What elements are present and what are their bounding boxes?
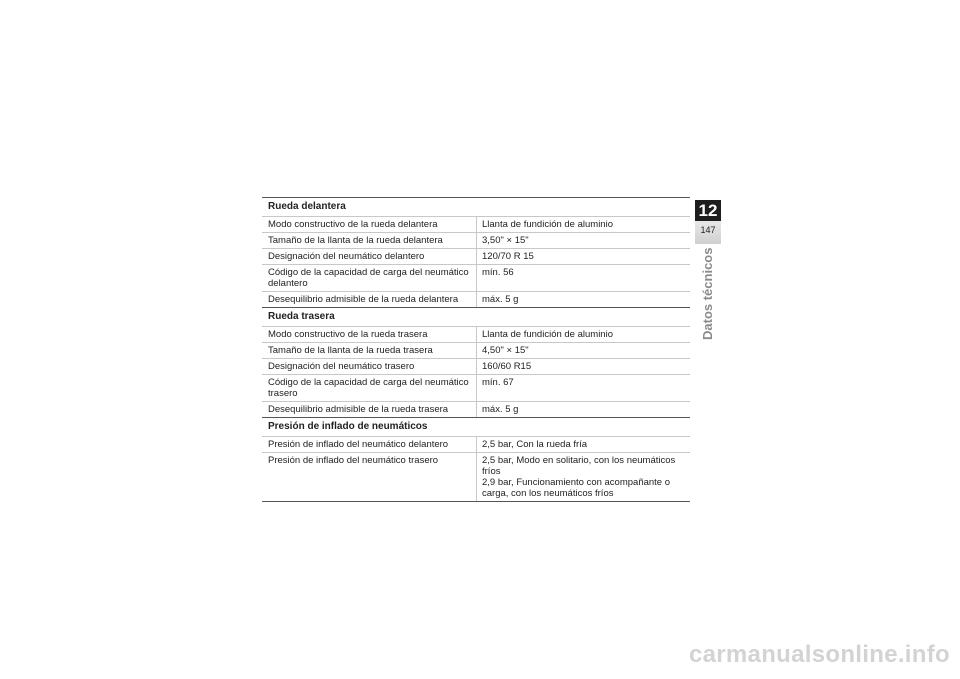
spec-row (262, 374, 690, 401)
spec-value-line: 2,9 bar, Funcionamiento con acompañante o carga, con los neumáticos fríos (482, 477, 671, 499)
spec-row (262, 358, 690, 374)
section-title: Rueda trasera (262, 307, 690, 326)
page-number: 147 (700, 225, 716, 235)
spec-label: Tamaño de la llanta de la rueda trasera (268, 345, 433, 356)
spec-value (476, 343, 690, 358)
spec-value-line: 120/70 R 15 (482, 251, 534, 262)
chapter-number: 12 (695, 200, 721, 221)
spec-row (262, 326, 690, 342)
spec-value-line: máx. 5 g (482, 294, 519, 305)
spec-value (476, 327, 690, 342)
spec-label: Designación del neumático delantero (268, 251, 425, 262)
spec-value (476, 375, 690, 401)
spec-row (262, 216, 690, 232)
spec-row (262, 342, 690, 358)
spec-row (262, 436, 690, 452)
spec-label: Modo constructivo de la rueda trasera (268, 329, 428, 340)
spec-label: Presión de inflado del neumático trasero (268, 455, 439, 466)
spec-value-line: máx. 5 g (482, 404, 519, 415)
spec-section (262, 417, 690, 502)
spec-value (476, 453, 690, 501)
spec-value-line: 2,5 bar, Con la rueda fría (482, 439, 588, 450)
spec-label: Desequilibrio admisible de la rueda trasera (268, 404, 449, 415)
spec-value (476, 249, 690, 264)
spec-row (262, 248, 690, 264)
watermark: carmanualsonline.info (688, 641, 950, 668)
spec-label: Tamaño de la llanta de la rueda delantera (268, 235, 443, 246)
spec-value-line: 3,50" × 15" (482, 235, 529, 246)
spec-value (476, 292, 690, 307)
chapter-tab (695, 198, 721, 244)
spec-row (262, 401, 690, 417)
spec-section (262, 307, 690, 417)
spec-label: Designación del neumático trasero (268, 361, 415, 372)
spec-value-line: Llanta de fundición de aluminio (482, 219, 613, 230)
spec-value-line: mín. 67 (482, 377, 514, 388)
chapter-title: Datos técnicos (700, 247, 715, 340)
section-title: Rueda delantera (262, 197, 690, 216)
spec-value (476, 402, 690, 417)
spec-value-line: mín. 56 (482, 267, 514, 278)
spec-value-line: 2,5 bar, Modo en solitario, con los neumáticos fríos (482, 455, 676, 477)
spec-section (262, 197, 690, 307)
spec-value-line: 160/60 R15 (482, 361, 532, 372)
spec-table (262, 197, 690, 502)
spec-value (476, 265, 690, 291)
spec-label: Desequilibrio admisible de la rueda delantera (268, 294, 459, 305)
spec-value (476, 437, 690, 452)
spec-label: Presión de inflado del neumático delantero (268, 439, 449, 450)
section-title: Presión de inflado de neumáticos (262, 417, 690, 436)
spec-value (476, 217, 690, 232)
spec-row (262, 452, 690, 502)
spec-row (262, 264, 690, 291)
spec-value-line: Llanta de fundición de aluminio (482, 329, 613, 340)
spec-value (476, 233, 690, 248)
spec-label: Código de la capacidad de carga del neumático trasero (268, 377, 469, 399)
spec-label: Modo constructivo de la rueda delantera (268, 219, 438, 230)
spec-label: Código de la capacidad de carga del neumático delantero (268, 267, 469, 289)
spec-row (262, 232, 690, 248)
spec-value (476, 359, 690, 374)
spec-row (262, 291, 690, 307)
spec-value-line: 4,50" × 15" (482, 345, 529, 356)
